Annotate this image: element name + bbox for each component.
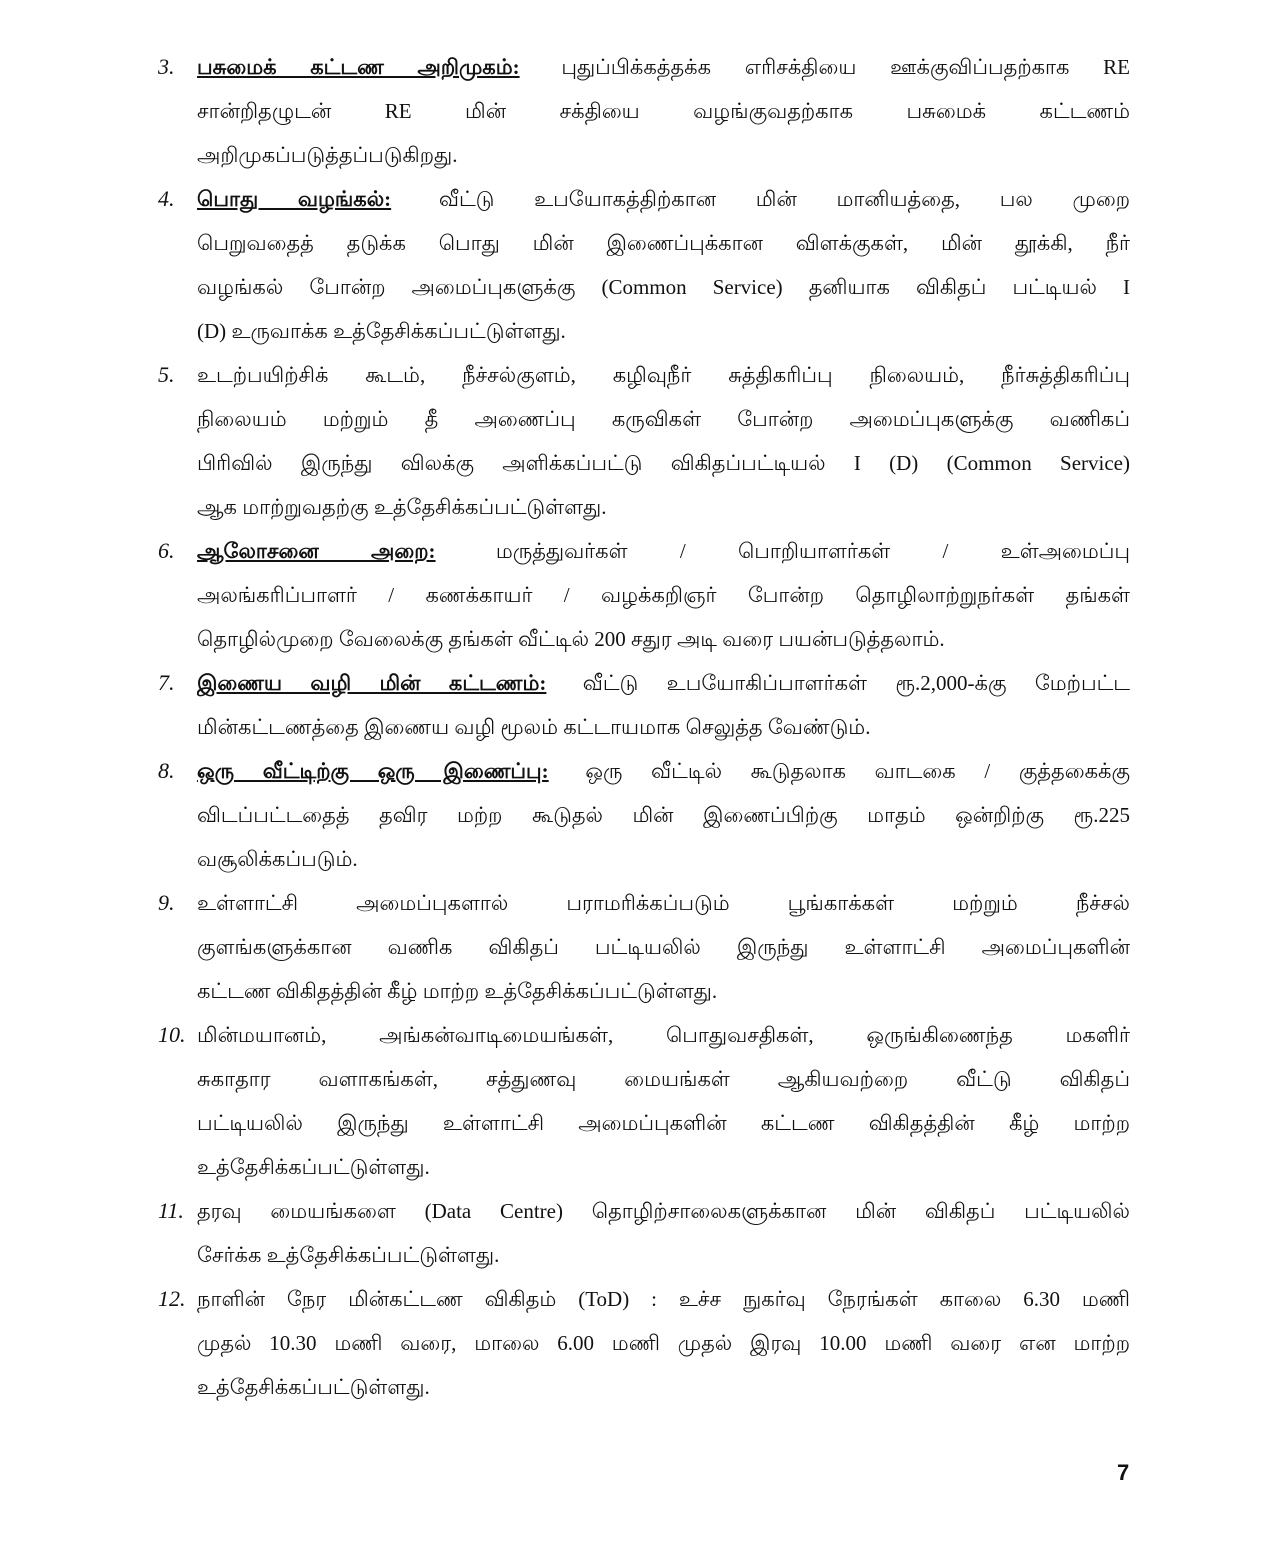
text-line [197, 265, 1130, 309]
text-line [197, 573, 1130, 617]
line-text: சேர்க்க உத்தேசிக்கப்பட்டுள்ளது. [197, 1243, 500, 1267]
line-text: (D) உருவாக்க உத்தேசிக்கப்பட்டுள்ளது. [197, 319, 566, 343]
item-number: 9. [158, 890, 175, 915]
line-text: தொழில்முறை வேலைக்கு தங்கள் வீட்டில் 200 சதுர அடி வரை பயன்படுத்தலாம். [197, 627, 945, 651]
list-item [158, 45, 1130, 177]
text-line [197, 441, 1130, 485]
line-text: பட்டியலில் இருந்து உள்ளாட்சி அமைப்புகளின் கட்டண விகிதத்தின் கீழ் மாற்ற [197, 1111, 1130, 1135]
line-text: ஒரு வீட்டில் கூடுதலாக வாடகை / குத்தகைக்கு [585, 759, 1130, 783]
line-text: சான்றிதழுடன் RE மின் சக்தியை வழங்குவதற்காக பசுமைக் கட்டணம் [197, 99, 1130, 123]
text-line [197, 133, 1130, 177]
line-text: ஆக மாற்றுவதற்கு உத்தேசிக்கப்பட்டுள்ளது. [197, 495, 607, 519]
item-number: 4. [158, 186, 175, 211]
list-item [158, 1013, 1130, 1189]
list-item [158, 353, 1130, 529]
item-heading: ஒரு வீட்டிற்கு ஒரு இணைப்பு: [197, 759, 549, 783]
item-number: 6. [158, 538, 175, 563]
list-item [158, 529, 1130, 661]
document-body [158, 45, 1130, 1409]
line-text: புதுப்பிக்கத்தக்க எரிசக்தியை ஊக்குவிப்பதற்காக RE [561, 55, 1130, 79]
item-number: 12. [158, 1286, 186, 1311]
line-text: தரவு மையங்களை (Data Centre) தொழிற்சாலைகளுக்கான மின் விகிதப் பட்டியலில் [197, 1199, 1130, 1223]
item-heading: பசுமைக் கட்டண அறிமுகம்: [197, 55, 520, 79]
line-text: கட்டண விகிதத்தின் கீழ் மாற்ற உத்தேசிக்கப்பட்டுள்ளது. [197, 979, 718, 1003]
line-text: பெறுவதைத் தடுக்க பொது மின் இணைப்புக்கான விளக்குகள், மின் தூக்கி, நீர் [197, 231, 1130, 255]
line-text: விடப்பட்டதைத் தவிர மற்ற கூடுதல் மின் இணைப்பிற்கு மாதம் ஒன்றிற்கு ரூ.225 [197, 803, 1130, 827]
line-text: உடற்பயிற்சிக் கூடம், நீச்சல்குளம், கழிவுநீர் சுத்திகரிப்பு நிலையம், நீர்சுத்திகரிப்பு [197, 363, 1130, 387]
text-line [197, 1145, 1130, 1189]
line-text: நாளின் நேர மின்கட்டண விகிதம் (ToD) : உச்ச நுகர்வு நேரங்கள் காலை 6.30 மணி [197, 1287, 1130, 1311]
text-line [197, 309, 1130, 353]
list-item [158, 177, 1130, 353]
text-line [197, 661, 1130, 705]
line-text: அறிமுகப்படுத்தப்படுகிறது. [197, 143, 458, 167]
text-line [197, 1013, 1130, 1057]
text-line [197, 353, 1130, 397]
list-item [158, 881, 1130, 1013]
line-text: மருத்துவர்கள் / பொறியாளர்கள் / உள்அமைப்பு [495, 539, 1130, 563]
text-line [197, 1189, 1130, 1233]
text-line [197, 221, 1130, 265]
line-text: நிலையம் மற்றும் தீ அணைப்பு கருவிகள் போன்ற அமைப்புகளுக்கு வணிகப் [197, 407, 1130, 431]
line-text: வீட்டு உபயோகத்திற்கான மின் மானியத்தை, பல முறை [438, 187, 1130, 211]
text-line [197, 617, 1130, 661]
line-text: வழங்கல் போன்ற அமைப்புகளுக்கு (Common Service) தனியாக விகிதப் பட்டியல் I [197, 275, 1130, 299]
item-number: 5. [158, 362, 175, 387]
list-item [158, 1189, 1130, 1277]
text-line [197, 45, 1130, 89]
text-line [197, 705, 1130, 749]
text-line [197, 1101, 1130, 1145]
text-line [197, 1277, 1130, 1321]
item-heading: பொது வழங்கல்: [197, 187, 392, 211]
line-text: மின்கட்டணத்தை இணைய வழி மூலம் கட்டாயமாக செலுத்த வேண்டும். [197, 715, 871, 739]
text-line [197, 969, 1130, 1013]
text-line [197, 1233, 1130, 1277]
item-heading: ஆலோசனை அறை: [197, 539, 436, 563]
text-line [197, 89, 1130, 133]
text-line [197, 485, 1130, 529]
item-number: 11. [158, 1198, 184, 1223]
list-item [158, 1277, 1130, 1409]
item-heading: இணைய வழி மின் கட்டணம்: [197, 671, 547, 695]
text-line [197, 1321, 1130, 1365]
item-number: 10. [158, 1022, 186, 1047]
line-text: சுகாதார வளாகங்கள், சத்துணவு மையங்கள் ஆகியவற்றை வீட்டு விகிதப் [197, 1067, 1130, 1091]
item-number: 8. [158, 758, 175, 783]
line-text: பிரிவில் இருந்து விலக்கு அளிக்கப்பட்டு விகிதப்பட்டியல் I (D) (Common Service) [197, 451, 1130, 475]
line-text: வசூலிக்கப்படும். [197, 847, 358, 871]
list-item [158, 749, 1130, 881]
text-line [197, 793, 1130, 837]
line-text: முதல் 10.30 மணி வரை, மாலை 6.00 மணி முதல் இரவு 10.00 மணி வரை என மாற்ற [197, 1331, 1130, 1355]
page-number: 7 [1117, 1460, 1130, 1485]
text-line [197, 529, 1130, 573]
text-line [197, 177, 1130, 221]
item-number: 7. [158, 670, 175, 695]
line-text: உத்தேசிக்கப்பட்டுள்ளது. [197, 1155, 430, 1179]
text-line [197, 881, 1130, 925]
text-line [197, 925, 1130, 969]
text-line [197, 1365, 1130, 1409]
line-text: வீட்டு உபயோகிப்பாளர்கள் ரூ.2,000-க்கு மேற்பட்ட [582, 671, 1130, 695]
text-line [197, 837, 1130, 881]
line-text: மின்மயானம், அங்கன்வாடிமையங்கள், பொதுவசதிகள், ஒருங்கிணைந்த மகளிர் [197, 1023, 1130, 1047]
item-number: 3. [158, 54, 175, 79]
line-text: அலங்கரிப்பாளர் / கணக்காயர் / வழக்கறிஞர் போன்ற தொழிலாற்றுநர்கள் தங்கள் [197, 583, 1130, 607]
text-line [197, 749, 1130, 793]
text-line [197, 1057, 1130, 1101]
line-text: குளங்களுக்கான வணிக விகிதப் பட்டியலில் இருந்து உள்ளாட்சி அமைப்புகளின் [197, 935, 1130, 959]
text-line [197, 397, 1130, 441]
list-item [158, 661, 1130, 749]
line-text: உத்தேசிக்கப்பட்டுள்ளது. [197, 1375, 430, 1399]
line-text: உள்ளாட்சி அமைப்புகளால் பராமரிக்கப்படும் பூங்காக்கள் மற்றும் நீச்சல் [197, 891, 1130, 915]
